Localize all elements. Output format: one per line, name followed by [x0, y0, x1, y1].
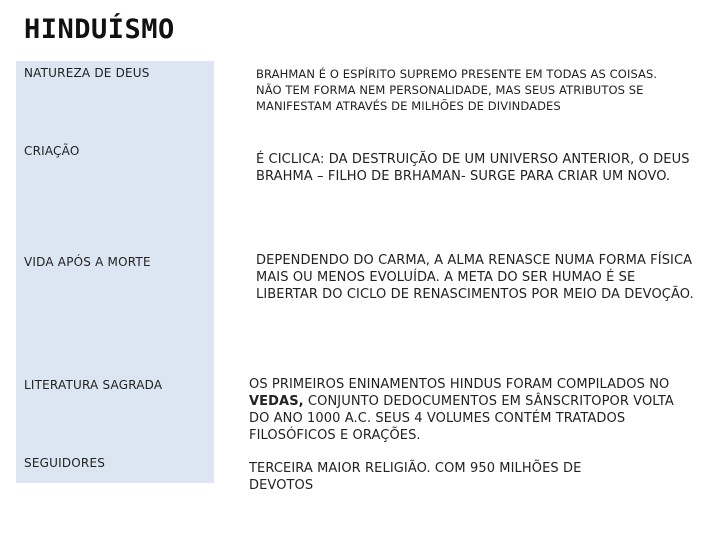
row-text-criacao: É CICLICA: DA DESTRUIÇÃO DE UM UNIVERSO ANTERIOR, O DEUS BRAHMA – FILHO DE BRHAMAN- SURGE PARA CRIAR UM NOVO.: [256, 152, 690, 184]
label-column-background: [16, 61, 214, 483]
row-text-natureza: BRAHMAN É O ESPÍRITO SUPREMO PRESENTE EM TODAS AS COISAS. NÃO TEM FORMA NEM PERSONALIDADE, MAS SEUS ATRIBUTOS SE MANIFESTAM ATRAVÉS DE MILHÕES DE DIVINDADES: [256, 67, 658, 113]
row-text-literatura-part1: OS PRIMEIROS ENINAMENTOS HINDUS FORAM COMPILADOS NO: [249, 377, 670, 392]
row-text-literatura: [249, 376, 697, 444]
page-title: HINDUÍSMO: [24, 14, 175, 45]
row-text-literatura-vedas: VEDAS,: [249, 394, 304, 409]
row-text-literatura-part2: CONJUNTO DEDOCUMENTOS EM SÂNSCRITOPOR VOLTA DO ANO 1000 A.C. SEUS 4 VOLUMES CONTÉM TRATADOS FILOSÓFICOS E ORAÇÕES.: [249, 394, 674, 443]
row-label-seguidores: SEGUIDORES: [24, 456, 106, 470]
row-text-seguidores: TERCEIRA MAIOR RELIGIÃO. COM 950 MILHÕES DE DEVOTOS: [249, 461, 582, 493]
row-label-literatura: LITERATURA SAGRADA: [24, 378, 163, 392]
row-text-vida: DEPENDENDO DO CARMA, A ALMA RENASCE NUMA FORMA FÍSICA MAIS OU MENOS EVOLUÍDA. A META DO SER HUMAO É SE LIBERTAR DO CICLO DE RENASCIMENTOS POR MEIO DA DEVOÇÃO.: [256, 253, 694, 302]
row-label-natureza: NATUREZA DE DEUS: [24, 66, 150, 80]
row-label-criacao: CRIAÇÃO: [24, 144, 80, 158]
row-label-vida: VIDA APÓS A MORTE: [24, 255, 151, 269]
